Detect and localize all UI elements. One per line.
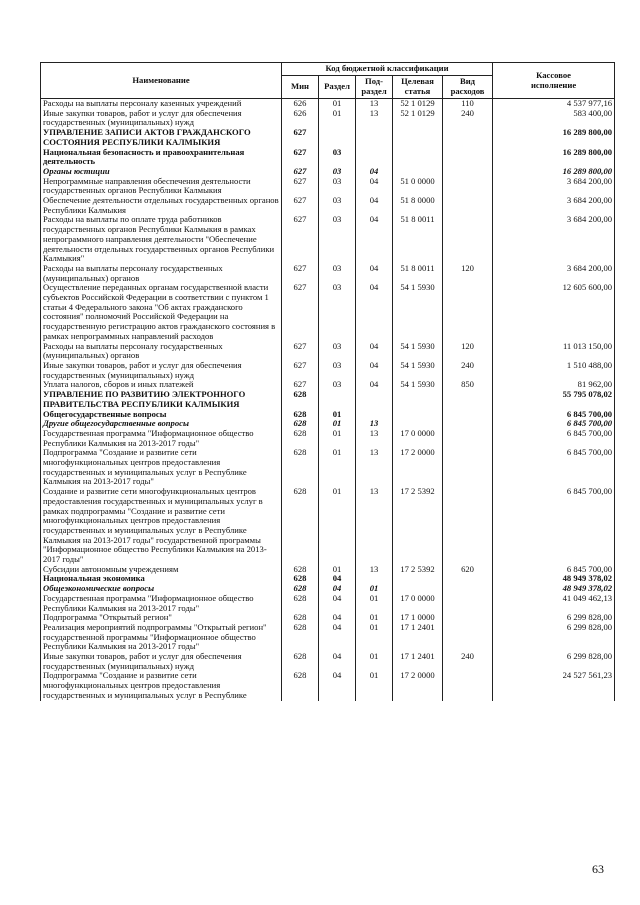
cell-amount: 24 527 561,23	[493, 671, 615, 700]
cell-amount: 3 684 200,00	[493, 264, 615, 283]
cell-subsection: 13	[356, 429, 393, 448]
cell-expense-type	[443, 429, 493, 448]
cell-expense-type: 850	[443, 380, 493, 390]
table-row	[41, 623, 615, 652]
cell-target: 51 8 0011	[393, 215, 443, 264]
cell-subsection: 04	[356, 283, 393, 341]
cell-name: Другие общегосударственные вопросы	[41, 419, 282, 429]
cell-amount: 3 684 200,00	[493, 215, 615, 264]
cell-expense-type	[443, 283, 493, 341]
cell-subsection	[356, 128, 393, 147]
cell-target: 51 8 0011	[393, 264, 443, 283]
col-header-amount: Кассовое исполнение	[493, 63, 615, 99]
cell-target: 52 1 0129	[393, 99, 443, 109]
cell-min: 627	[282, 148, 319, 167]
cell-target	[393, 128, 443, 147]
cell-section: 04	[319, 584, 356, 594]
cell-section: 03	[319, 361, 356, 380]
table-row	[41, 128, 615, 147]
cell-name: Государственная программа "Информационное общество Республики Калмыкия на 2013-2017 годы"	[41, 594, 282, 613]
cell-section: 03	[319, 380, 356, 390]
cell-expense-type: 120	[443, 342, 493, 361]
table-row	[41, 215, 615, 264]
table-row	[41, 594, 615, 613]
cell-amount: 41 049 462,13	[493, 594, 615, 613]
cell-amount: 583 400,00	[493, 109, 615, 128]
cell-min: 628	[282, 623, 319, 652]
cell-section	[319, 128, 356, 147]
table-row	[41, 487, 615, 565]
cell-expense-type	[443, 215, 493, 264]
table-row	[41, 448, 615, 487]
cell-name: Осуществление переданных органам государственной власти субъектов Российской Федерации в соответствии с пунктом 1 статьи 4 Федерального закона "Об актах гражданского состояния" полномочий Российской Федерации на государственную регистрацию актов гражданского состояния в рамках непрограммных направлений расходов	[41, 283, 282, 341]
cell-amount: 3 684 200,00	[493, 177, 615, 196]
cell-name: Общеэкономические вопросы	[41, 584, 282, 594]
cell-expense-type	[443, 390, 493, 409]
cell-min: 627	[282, 128, 319, 147]
cell-target	[393, 390, 443, 409]
cell-expense-type: 240	[443, 361, 493, 380]
cell-target: 54 1 5930	[393, 380, 443, 390]
cell-expense-type: 240	[443, 652, 493, 671]
cell-subsection: 04	[356, 167, 393, 177]
cell-min: 627	[282, 177, 319, 196]
cell-min: 627	[282, 196, 319, 215]
cell-min: 628	[282, 652, 319, 671]
cell-target: 54 1 5930	[393, 283, 443, 341]
budget-table	[40, 62, 615, 701]
cell-section: 01	[319, 410, 356, 420]
cell-name: Национальная безопасность и правоохранительная деятельность	[41, 148, 282, 167]
cell-expense-type	[443, 574, 493, 584]
cell-amount: 16 289 800,00	[493, 148, 615, 167]
cell-target: 17 1 2401	[393, 652, 443, 671]
cell-subsection: 01	[356, 594, 393, 613]
cell-amount: 6 845 700,00	[493, 448, 615, 487]
cell-section: 03	[319, 196, 356, 215]
cell-expense-type	[443, 671, 493, 700]
cell-section: 03	[319, 264, 356, 283]
cell-name: Расходы на выплаты персоналу государственных (муниципальных) органов	[41, 342, 282, 361]
cell-subsection: 04	[356, 361, 393, 380]
cell-subsection: 04	[356, 342, 393, 361]
cell-expense-type	[443, 410, 493, 420]
cell-subsection: 04	[356, 196, 393, 215]
cell-section: 01	[319, 109, 356, 128]
cell-target: 17 1 0000	[393, 613, 443, 623]
cell-subsection: 01	[356, 652, 393, 671]
cell-section: 01	[319, 487, 356, 565]
cell-amount: 4 537 977,16	[493, 99, 615, 109]
cell-expense-type: 620	[443, 565, 493, 575]
cell-section: 01	[319, 99, 356, 109]
cell-target: 17 2 5392	[393, 565, 443, 575]
cell-amount: 48 949 378,02	[493, 574, 615, 584]
table-row	[41, 390, 615, 409]
cell-subsection: 01	[356, 623, 393, 652]
cell-section: 04	[319, 671, 356, 700]
cell-amount: 55 795 078,02	[493, 390, 615, 409]
cell-name: УПРАВЛЕНИЕ ЗАПИСИ АКТОВ ГРАЖДАНСКОГО СОСТОЯНИЯ РЕСПУБЛИКИ КАЛМЫКИЯ	[41, 128, 282, 147]
cell-name: Подпрограмма "Создание и развитие сети многофункциональных центров предоставления государственных и муниципальных услуг в Республике	[41, 671, 282, 700]
cell-name: Расходы на выплаты персоналу государственных (муниципальных) органов	[41, 264, 282, 283]
cell-name: Государственная программа "Информационное общество Республики Калмыкия на 2013-2017 годы"	[41, 429, 282, 448]
cell-target: 54 1 5930	[393, 342, 443, 361]
cell-expense-type	[443, 594, 493, 613]
cell-min: 627	[282, 380, 319, 390]
cell-expense-type	[443, 128, 493, 147]
cell-section: 03	[319, 342, 356, 361]
cell-target: 52 1 0129	[393, 109, 443, 128]
cell-amount: 6 845 700,00	[493, 565, 615, 575]
col-header-target: Целевая статья	[393, 76, 443, 99]
cell-expense-type	[443, 196, 493, 215]
table-row	[41, 429, 615, 448]
cell-expense-type	[443, 448, 493, 487]
cell-target: 51 8 0000	[393, 196, 443, 215]
col-header-expense-type: Вид расходов	[443, 76, 493, 99]
cell-section: 03	[319, 177, 356, 196]
cell-subsection: 13	[356, 565, 393, 575]
cell-name: Иные закупки товаров, работ и услуг для обеспечения государственных (муниципальных) нужд	[41, 361, 282, 380]
cell-expense-type	[443, 487, 493, 565]
cell-name: Обеспечение деятельности отдельных государственных органов Республики Калмыкия	[41, 196, 282, 215]
col-header-classification-group: Код бюджетной классификации	[282, 63, 493, 76]
cell-amount: 6 845 700,00	[493, 410, 615, 420]
cell-target: 51 0 0000	[393, 177, 443, 196]
col-header-section: Раздел	[319, 76, 356, 99]
cell-min: 628	[282, 429, 319, 448]
cell-amount: 6 845 700,00	[493, 429, 615, 448]
cell-min: 628	[282, 565, 319, 575]
cell-expense-type: 120	[443, 264, 493, 283]
cell-min: 627	[282, 264, 319, 283]
table-row	[41, 671, 615, 700]
cell-min: 627	[282, 283, 319, 341]
cell-amount: 6 299 828,00	[493, 623, 615, 652]
cell-min: 628	[282, 671, 319, 700]
cell-name: Субсидии автономным учреждениям	[41, 565, 282, 575]
cell-expense-type: 240	[443, 109, 493, 128]
cell-min: 628	[282, 613, 319, 623]
cell-expense-type	[443, 419, 493, 429]
page-number: 63	[592, 862, 604, 876]
cell-subsection: 04	[356, 215, 393, 264]
cell-target	[393, 148, 443, 167]
cell-section: 04	[319, 613, 356, 623]
cell-name: Уплата налогов, сборов и иных платежей	[41, 380, 282, 390]
cell-min: 628	[282, 410, 319, 420]
cell-name: Подпрограмма "Создание и развитие сети многофункциональных центров предоставления государственных и муниципальных услуг в Республике Калмыкия на 2013-2017 годы"	[41, 448, 282, 487]
cell-min: 627	[282, 361, 319, 380]
cell-name: Создание и развитие сети многофункциональных центров предоставления государственных и муниципальных услуг в рамках подпрограммы "Создание и развитие сети многофункциональных центров предоставления государственных и муниципальных услуг в Республике Калмыкия на 2013-2017 годы" государственной программы "Информационное общество Республики Калмыкия на 2013-2017 годы"	[41, 487, 282, 565]
table-row	[41, 148, 615, 167]
cell-expense-type	[443, 167, 493, 177]
cell-min: 628	[282, 487, 319, 565]
cell-amount: 6 845 700,00	[493, 419, 615, 429]
cell-name: УПРАВЛЕНИЕ ПО РАЗВИТИЮ ЭЛЕКТРОННОГО ПРАВИТЕЛЬСТВА РЕСПУБЛИКИ КАЛМЫКИЯ	[41, 390, 282, 409]
cell-target: 17 0 0000	[393, 429, 443, 448]
cell-expense-type	[443, 623, 493, 652]
table-row	[41, 342, 615, 361]
cell-expense-type	[443, 584, 493, 594]
cell-amount: 16 289 800,00	[493, 128, 615, 147]
cell-section: 03	[319, 283, 356, 341]
cell-amount: 6 299 828,00	[493, 652, 615, 671]
cell-target	[393, 410, 443, 420]
cell-expense-type: 110	[443, 99, 493, 109]
cell-section: 01	[319, 419, 356, 429]
cell-name: Национальная экономика	[41, 574, 282, 584]
col-header-min: Мин	[282, 76, 319, 99]
cell-name: Подпрограмма "Открытый регион"	[41, 613, 282, 623]
cell-subsection: 13	[356, 419, 393, 429]
cell-min: 627	[282, 342, 319, 361]
cell-subsection: 13	[356, 448, 393, 487]
cell-amount: 1 510 488,00	[493, 361, 615, 380]
cell-amount: 16 289 800,00	[493, 167, 615, 177]
cell-expense-type	[443, 613, 493, 623]
cell-subsection: 01	[356, 613, 393, 623]
budget-document	[40, 62, 614, 701]
cell-name: Иные закупки товаров, работ и услуг для обеспечения государственных (муниципальных) нужд	[41, 652, 282, 671]
cell-section: 01	[319, 429, 356, 448]
cell-section: 03	[319, 215, 356, 264]
table-row	[41, 361, 615, 380]
cell-subsection: 13	[356, 99, 393, 109]
cell-name: Расходы на выплаты персоналу казенных учреждений	[41, 99, 282, 109]
cell-name: Общегосударственные вопросы	[41, 410, 282, 420]
cell-section: 03	[319, 148, 356, 167]
table-row	[41, 177, 615, 196]
cell-min: 627	[282, 215, 319, 264]
cell-target: 54 1 5930	[393, 361, 443, 380]
table-header	[41, 63, 615, 99]
cell-expense-type	[443, 148, 493, 167]
cell-amount: 6 845 700,00	[493, 487, 615, 565]
cell-min: 626	[282, 109, 319, 128]
cell-min: 626	[282, 99, 319, 109]
table-row	[41, 283, 615, 341]
cell-subsection: 01	[356, 584, 393, 594]
cell-target	[393, 574, 443, 584]
cell-section: 01	[319, 565, 356, 575]
cell-subsection: 01	[356, 671, 393, 700]
cell-section: 04	[319, 652, 356, 671]
cell-subsection: 13	[356, 109, 393, 128]
cell-name: Непрограммные направления обеспечения деятельности государственных органов Республики Калмыкия	[41, 177, 282, 196]
cell-name: Реализация мероприятий подпрограммы "Открытый регион" государственной программы "Информационное общество Республики Калмыкия на 2013-2017 годы"	[41, 623, 282, 652]
table-row	[41, 109, 615, 128]
cell-subsection: 13	[356, 487, 393, 565]
cell-name: Расходы на выплаты по оплате труда работников государственных органов Республики Калмыкия в рамках непрограммного направления деятельности "Обеспечение деятельности отдельных государственных органов Республики Калмыкия"	[41, 215, 282, 264]
cell-min: 628	[282, 574, 319, 584]
cell-min: 628	[282, 390, 319, 409]
cell-subsection: 04	[356, 380, 393, 390]
cell-subsection: 04	[356, 264, 393, 283]
cell-amount: 6 299 828,00	[493, 613, 615, 623]
cell-min: 628	[282, 448, 319, 487]
table-row	[41, 264, 615, 283]
table-row	[41, 652, 615, 671]
cell-min: 628	[282, 584, 319, 594]
cell-target: 17 2 5392	[393, 487, 443, 565]
cell-amount: 12 605 600,00	[493, 283, 615, 341]
cell-section: 04	[319, 594, 356, 613]
col-header-name: Наименование	[41, 63, 282, 99]
cell-amount: 48 949 378,02	[493, 584, 615, 594]
cell-target: 17 2 0000	[393, 448, 443, 487]
cell-name: Органы юстиции	[41, 167, 282, 177]
cell-amount: 11 013 150,00	[493, 342, 615, 361]
cell-section: 04	[319, 574, 356, 584]
cell-target: 17 1 2401	[393, 623, 443, 652]
cell-section: 03	[319, 167, 356, 177]
cell-subsection	[356, 390, 393, 409]
cell-name: Иные закупки товаров, работ и услуг для обеспечения государственных (муниципальных) нужд	[41, 109, 282, 128]
cell-target: 17 0 0000	[393, 594, 443, 613]
cell-min: 627	[282, 167, 319, 177]
cell-section: 04	[319, 623, 356, 652]
cell-min: 628	[282, 419, 319, 429]
cell-amount: 81 962,00	[493, 380, 615, 390]
cell-target: 17 2 0000	[393, 671, 443, 700]
col-header-subsection: Под- раздел	[356, 76, 393, 99]
table-body	[41, 99, 615, 701]
cell-expense-type	[443, 177, 493, 196]
cell-subsection: 04	[356, 177, 393, 196]
cell-amount: 3 684 200,00	[493, 196, 615, 215]
cell-section	[319, 390, 356, 409]
cell-subsection	[356, 148, 393, 167]
table-row	[41, 196, 615, 215]
cell-min: 628	[282, 594, 319, 613]
cell-section: 01	[319, 448, 356, 487]
